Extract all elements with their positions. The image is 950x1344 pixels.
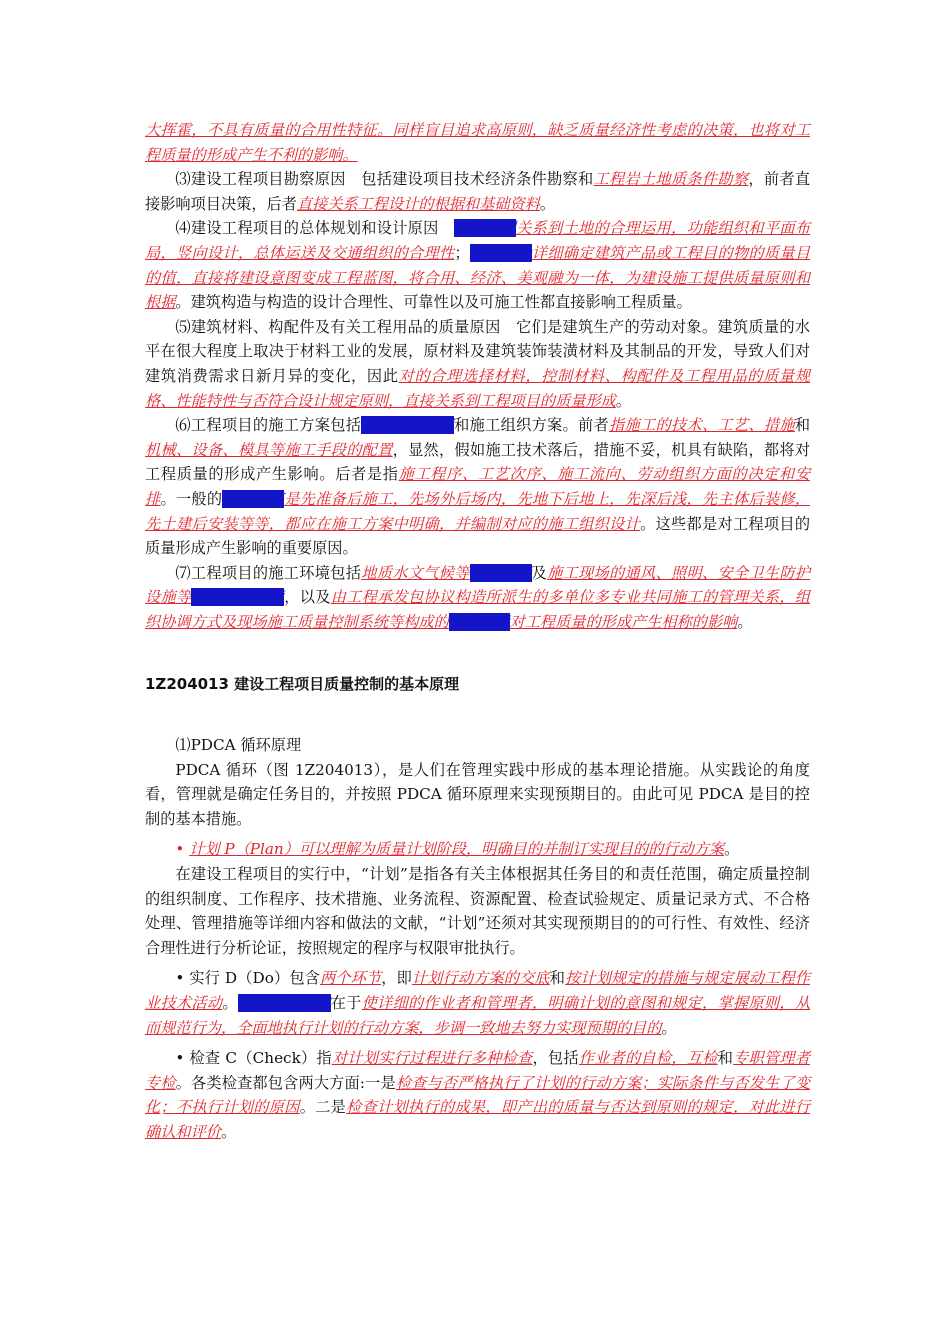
text: 在于 xyxy=(330,994,362,1012)
paragraph-plan-detail: 在建设工程项目的实行中，“计划”是指各有关主体根据其任务目的和责任范围，确定质量控制的组织制度、工作程序、技术措施、业务流程、资源配置、检查试验规定、质量记录方式、不合格处理、管理措施等详细内容和做法的文献，“计划”还须对其实现预期目的的可行性、有效性、经济合理性进行分析论证，按照规定的程序与权限审批执行。 xyxy=(145,865,810,957)
paragraph-pdca-intro: PDCA 循环（图 1Z204013），是人们在管理实践中形成的基本理论措施。从实践论的角度看，管理就是确定任务目的，并按照 PDCA 循环原理来实现预期目的。由此可见 PDCA 是目的控制的基本措施。 xyxy=(145,760,810,828)
highlighted-term: 总体规划 xyxy=(454,219,517,238)
bullet-icon: • xyxy=(175,840,185,859)
text: 及 xyxy=(531,563,548,582)
highlighted-term: 管理环境 xyxy=(448,612,510,631)
text: ⑶建设工程项目勘察原因 包括建设项目技术经济条件勘察和 xyxy=(175,170,594,189)
text: 。 xyxy=(539,194,556,213)
highlighted-term: 自然环境 xyxy=(469,563,532,582)
text-emphasis: 、 xyxy=(620,465,637,484)
text: ⑹工程项目的施工方案包括 xyxy=(175,416,362,435)
text-emphasis: 指施工的 xyxy=(609,416,671,435)
text-emphasis: ， xyxy=(160,243,176,262)
text-emphasis: 设备 xyxy=(191,440,223,459)
text-emphasis: 模具等 xyxy=(237,440,285,459)
text-emphasis: 施工程序 xyxy=(398,465,462,484)
text: 检查 C（Check）指 xyxy=(189,1049,332,1068)
paragraph-continuation xyxy=(145,118,810,167)
bullet-plan xyxy=(145,837,810,862)
text-emphasis: 、 xyxy=(541,465,558,484)
text-emphasis: 互检 xyxy=(686,1049,718,1068)
text: 实行 D（Do）包含 xyxy=(189,969,320,988)
text-emphasis: 两个环节 xyxy=(319,969,382,988)
text-emphasis: 是先准备后施工，先场外后场内，先地下后地上，先深后浅，先主体后装修，先土建后安装等等，都应在施工方案中明确，并编制对应的施工组织设计 xyxy=(145,489,811,533)
text: 。这些都是对工程项目的质量形成产生影响的重要原因。 xyxy=(145,514,811,558)
text: 和 xyxy=(717,1049,734,1068)
bullet-icon: • xyxy=(175,1049,185,1068)
text-emphasis: 考虑的决策，也将对工程质量的形成产生不利的影响。 xyxy=(145,121,811,164)
highlighted-term: 工程设计 xyxy=(469,243,532,262)
highlighted-term: 施工程序 xyxy=(222,489,285,508)
text: 。建筑构造与构造的设计合理性、可靠性以及可施工性都直接影响工程质量。 xyxy=(175,293,692,312)
text-emphasis: 施工现场的通风、照明、安全卫生防护设施等 xyxy=(145,563,811,607)
text-emphasis: 竖向设计 xyxy=(175,243,238,262)
bullet-icon: • xyxy=(175,969,185,988)
text-emphasis: 工艺次序 xyxy=(477,465,542,484)
text: 。 xyxy=(220,1122,237,1141)
text-emphasis: 检查与否严格执行了计划的行动方案；实际条件与否发生了变化；不执行计划的原因 xyxy=(145,1073,811,1117)
text: 和施工组织方案。前者 xyxy=(454,416,609,435)
text: ，显然，假如施工技术落后，措施不妥，机具有缺陷，都将对工程质量的形成产生影响。后者是指 xyxy=(145,440,811,484)
paragraph-pdca-title: ⑴PDCA 循环原理 xyxy=(175,736,302,755)
text-emphasis: ， xyxy=(485,1098,501,1117)
text: 。 xyxy=(222,994,238,1012)
paragraph-construction-plan xyxy=(145,413,810,561)
text-emphasis: ， xyxy=(237,243,254,262)
text-emphasis: ， xyxy=(671,1049,687,1068)
text-emphasis: 作业者的自检 xyxy=(578,1049,672,1068)
text-emphasis: 对计划实行过程进行多种检查 xyxy=(331,1049,533,1068)
text-emphasis: 经济性 xyxy=(609,121,656,139)
text-emphasis: 由工程承发包协议构造所派生的多单位多专业共同施工的管理关系，组织协调方式及现场施工质量控制系统等构成的 xyxy=(145,588,811,631)
text-emphasis: 使详细的作业者和管理者，明确计划的意图和规定，掌握原则，从而规范行为，全面地执行计划的行动方案，步调一致地去努力实现预期的目的 xyxy=(145,994,811,1037)
text: 。 xyxy=(661,1018,677,1037)
bullet-check xyxy=(145,1046,810,1144)
text: ，以及 xyxy=(284,588,331,607)
text-emphasis: 技术 xyxy=(670,416,702,435)
text-emphasis: 的配置 xyxy=(346,440,393,459)
text-emphasis: 、 xyxy=(222,440,238,459)
text: 。一般的 xyxy=(160,489,223,508)
text: ，前者直接影响项目决策，后者 xyxy=(145,170,811,213)
text-emphasis: ，直接关系到工程项目的质量形成 xyxy=(388,391,616,410)
text-emphasis: 、 xyxy=(462,465,478,484)
paragraph-materials xyxy=(145,315,810,413)
text-emphasis: ， xyxy=(670,219,687,238)
text-emphasis: 性能特性与否符合设计规定原则 xyxy=(175,391,388,410)
text-emphasis: 大挥霍，不具有质量的 xyxy=(145,121,300,139)
document-page xyxy=(145,118,810,1145)
text: ⑺工程项目的施工环境包括 xyxy=(175,563,362,582)
text: 。各类检查都包含两大方面:一是 xyxy=(175,1073,396,1092)
text-emphasis: 地质水文气候等 xyxy=(361,563,470,582)
text: ⑸建筑材料、构配件及有关工程用品的质量原因 它们是建筑生产的劳动对象。建筑质量的水平在很大程度上取决于材料工业的发展，原材料及建筑装饰装潢材料及其制品的开发，导致人们对建筑消费需求日新月异的变化，因此 xyxy=(145,317,810,385)
text: 。 xyxy=(615,391,631,410)
text-emphasis: 计划 P（Plan）可以理解为质量计划阶段 xyxy=(189,840,466,859)
text: ，即 xyxy=(381,969,412,988)
text-emphasis: 机械 xyxy=(145,440,176,459)
text-emphasis: 对工程质量的形成产生相称的影响 xyxy=(509,612,738,631)
text: ，包括 xyxy=(532,1049,579,1068)
highlighted-term: 施工技术方案 xyxy=(361,416,455,435)
paragraph-environment xyxy=(145,561,810,635)
text-emphasis: 工艺 xyxy=(717,416,749,435)
text-emphasis: 总体运送及交通组织的合理性 xyxy=(253,243,455,262)
text-emphasis: 专职管理者专检 xyxy=(145,1049,811,1092)
text-emphasis: 土地的合理运用 xyxy=(562,219,671,238)
text-emphasis: 、 xyxy=(701,416,718,435)
paragraph-survey xyxy=(145,167,810,216)
text-emphasis: 工程岩土地质条件勘察 xyxy=(593,170,749,189)
text-emphasis: 直接关系工程设计的根据和基础资料 xyxy=(296,194,540,213)
text: ⑷建设工程项目的总体规划和设计原因 xyxy=(175,219,455,238)
text-emphasis: ， xyxy=(525,366,542,385)
text-emphasis: 计划行动方案的交底 xyxy=(411,969,550,988)
text-emphasis: 措施 xyxy=(763,416,795,435)
section-heading: 1Z204013 建设工程项目质量控制的基本原理 xyxy=(145,675,460,694)
text-emphasis: 、 xyxy=(160,391,176,410)
text-emphasis: 对的合理选择材料 xyxy=(398,366,526,385)
text-emphasis: 控制材料、构配件及工程用品的质量规格 xyxy=(145,366,811,410)
text: 。二是 xyxy=(299,1098,347,1117)
text-emphasis: 特征。同样盲目追求高原则，缺乏质量 xyxy=(346,121,610,139)
text-emphasis: 按计划规定的措施与规定展动工程作业技术活动 xyxy=(145,969,811,1012)
paragraph-planning-design xyxy=(145,216,810,314)
text-emphasis: 即产出的质量与否达到原则的规定，对此进行确认和评价 xyxy=(145,1098,811,1141)
highlighted-term: 劳动作业环境 xyxy=(191,588,285,607)
text-emphasis: 详细确定建筑产品或工程目的物的质量目的值，直接将建设意图变成工程蓝图，将合用、经济、美观融为一体，为建设施工提供质量原则和根据 xyxy=(145,243,811,312)
text: ； xyxy=(454,243,470,262)
text-emphasis: 功能组织和平面布局 xyxy=(145,219,811,262)
text-emphasis: 关系到 xyxy=(516,219,563,238)
bullet-do xyxy=(145,966,810,1040)
text-emphasis: 施工流向 xyxy=(557,465,621,484)
text-emphasis: 劳动组织方面的决定和安排 xyxy=(145,465,811,508)
text: 和 xyxy=(549,969,566,988)
text-emphasis: ， xyxy=(465,840,482,859)
text: 和 xyxy=(794,416,811,435)
text-emphasis: 合用性 xyxy=(299,121,347,139)
highlighted-term: 计划交底目的 xyxy=(237,994,331,1012)
text-emphasis: 施工手段 xyxy=(284,440,347,459)
text-emphasis: 检查计划执行的成果 xyxy=(346,1098,486,1117)
text: 。 xyxy=(737,612,753,631)
text-emphasis: 、 xyxy=(175,440,192,459)
text-emphasis: 、 xyxy=(748,416,764,435)
text-emphasis: 明确目的并制订实现目的的行动方案 xyxy=(481,840,725,859)
text: 。 xyxy=(724,840,740,859)
